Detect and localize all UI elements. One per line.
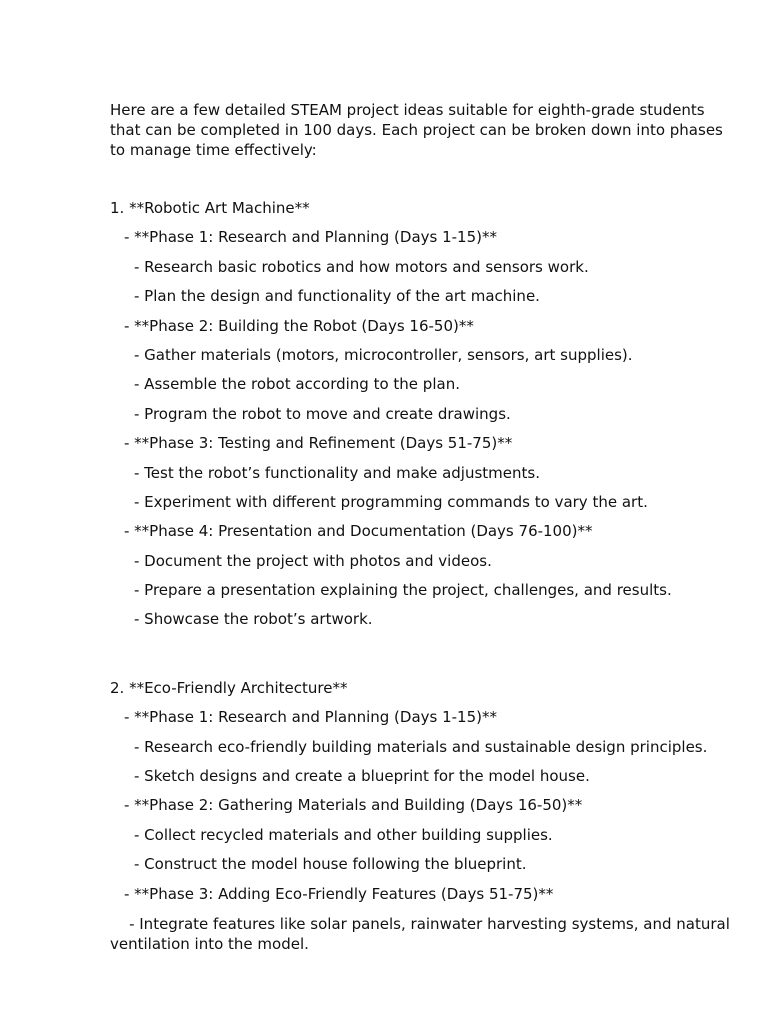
intro-paragraph: Here are a few detailed STEAM project ideas suitable for eighth-grade students that can be completed in 100 days. Each project can be broken down into phases to manage time effectively: [110,101,723,159]
phase-heading: - **Phase 3: Testing and Refinement (Days 51-75)** [124,434,513,453]
project-title: 1. **Robotic Art Machine** [110,199,310,217]
task-item: - Construct the model house following the blueprint. [134,855,527,874]
task-item: - Prepare a presentation explaining the project, challenges, and results. [134,581,672,600]
phase-heading: - **Phase 1: Research and Planning (Days 1-15)** [124,228,497,247]
task-item-text: - Integrate features like solar panels, rainwater harvesting systems, and natural ventilation into the model. [110,914,735,953]
task-item: - Plan the design and functionality of the art machine. [134,287,540,306]
task-item: - Document the project with photos and videos. [134,551,492,570]
task-item: - Program the robot to move and create drawings. [134,404,511,423]
phase-heading: - **Phase 2: Building the Robot (Days 16-50)** [124,316,474,335]
task-item: - Showcase the robot’s artwork. [134,610,373,629]
project-title: 2. **Eco-Friendly Architecture** [110,678,348,697]
document-page [110,100,735,954]
task-item: - Gather materials (motors, microcontroller, sensors, art supplies). [134,345,633,364]
task-item: - Sketch designs and create a blueprint for the model house. [134,767,590,786]
task-item: - Research basic robotics and how motors and sensors work. [134,257,589,276]
project-section [110,679,735,954]
task-item: - Research eco-friendly building materials and sustainable design principles. [134,737,708,756]
task-item: - Experiment with different programming commands to vary the art. [134,492,648,511]
task-item: - Test the robot’s functionality and make adjustments. [134,463,540,482]
phase-heading: - **Phase 4: Presentation and Documentation (Days 76-100)** [124,522,593,541]
phase-heading: - **Phase 3: Adding Eco-Friendly Features (Days 51-75)** [124,884,554,903]
task-item [110,914,735,954]
phase-heading: - **Phase 1: Research and Planning (Days 1-15)** [124,708,497,727]
task-item: - Assemble the robot according to the plan. [134,375,460,394]
task-item: - Collect recycled materials and other building supplies. [134,825,553,844]
project-section [110,199,735,640]
phase-heading: - **Phase 2: Gathering Materials and Building (Days 16-50)** [124,796,583,815]
